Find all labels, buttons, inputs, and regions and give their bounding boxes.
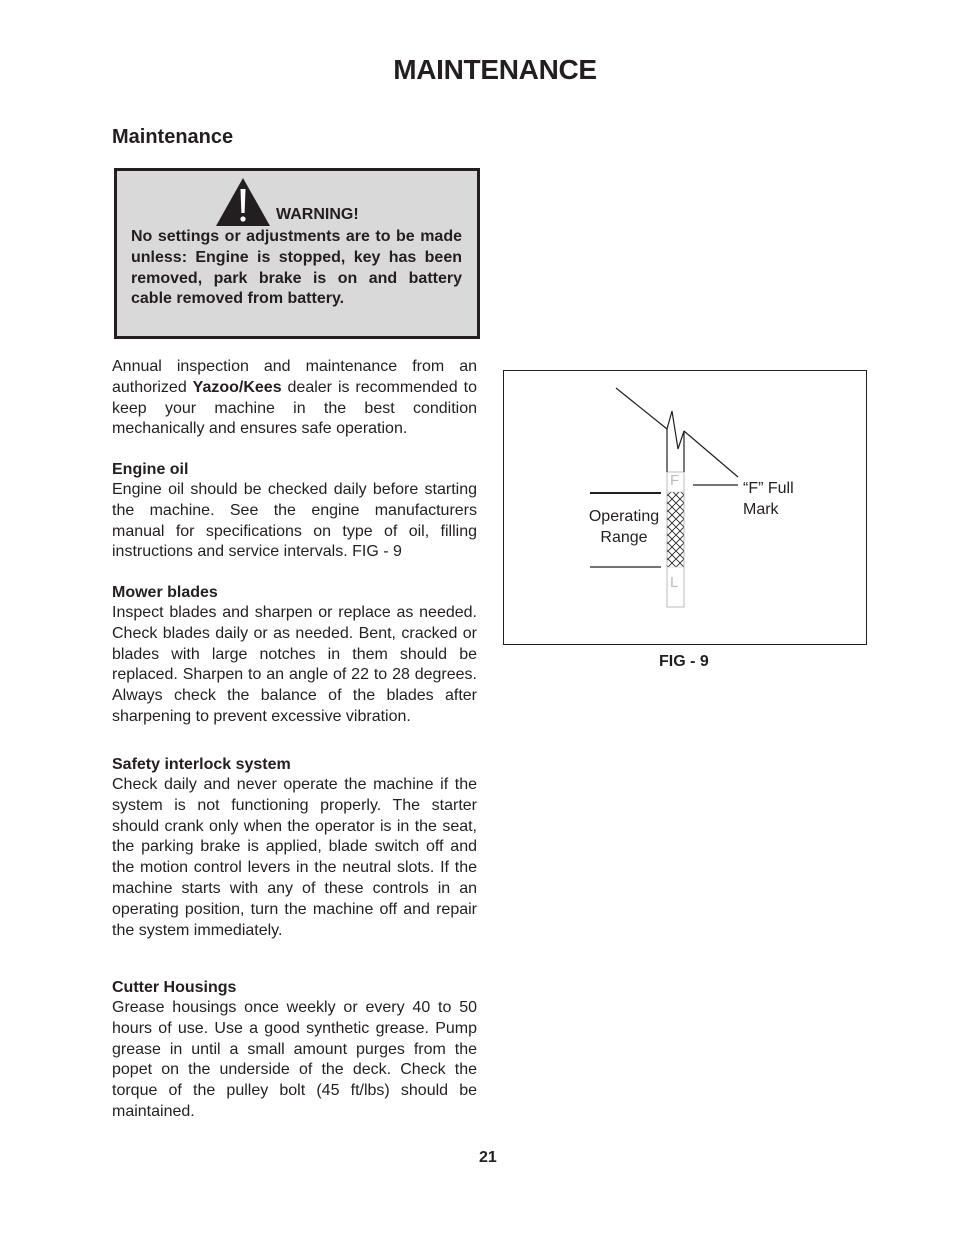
warning-text: No settings or adjustments are to be made unless: Engine is stopped, key has been removed, park brake is on and battery cable removed from battery. [131, 228, 462, 308]
operating-range-label: Operating Range [588, 508, 660, 546]
full-mark-label: “F” Full Mark [743, 480, 794, 518]
cutter-housings-body: Grease housings once weekly or every 40 to 50 hours of use. Use a good synthetic grease. Pump grease in until a small amount purges from the popet on the underside of the deck. Check the torque of the pulley bolt (45 ft/lbs) should be maintained. [112, 999, 477, 1120]
intro-paragraph [112, 357, 477, 440]
dipstick-f-letter: F [670, 472, 680, 489]
dipstick-l-letter: L [670, 574, 679, 591]
safety-interlock-heading: Safety interlock system [112, 756, 291, 773]
warning-box [114, 168, 480, 339]
warning-triangle-icon [214, 176, 272, 228]
page-number: 21 [479, 1149, 497, 1166]
cutter-housings-heading: Cutter Housings [112, 979, 237, 996]
engine-oil-body: Engine oil should be checked daily before starting the machine. See the engine manufacturers manual for specifications on type of oil, filling instructions and service intervals. FIG - 9 [112, 481, 477, 561]
section-title: Maintenance [112, 126, 234, 148]
engine-oil-heading: Engine oil [112, 461, 189, 478]
mower-blades-heading: Mower blades [112, 584, 218, 601]
dipstick-illustration [504, 371, 866, 644]
page-title: MAINTENANCE [393, 54, 597, 85]
figure-9-box [503, 370, 867, 645]
warning-heading: WARNING! [276, 206, 359, 223]
dealer-brand: Yazoo/Kees [192, 378, 282, 396]
safety-interlock-body: Check daily and never operate the machine if the system is not functioning properly. The starter should crank only when the operator is in the seat, the parking brake is applied, blade switch off and the motion control levers in the neutral slots. If the machine starts with any of these controls in an operating position, turn the machine off and repair the system immediately. [112, 776, 477, 939]
intro-text-before: Annual inspection and maintenance from an authorized [112, 358, 477, 396]
intro-text-after: dealer is recommended to keep your machine in the best condition mechanically and ensures safe operation. [112, 378, 477, 438]
figure-caption: FIG - 9 [659, 653, 709, 670]
mower-blades-body: Inspect blades and sharpen or replace as needed. Check blades daily or as needed. Bent, cracked or blades with large notches in them should be replaced. Sharpen to an angle of 22 to 28 degrees. Always check the balance of the blades after sharpening to prevent excessive vibration. [112, 604, 477, 725]
